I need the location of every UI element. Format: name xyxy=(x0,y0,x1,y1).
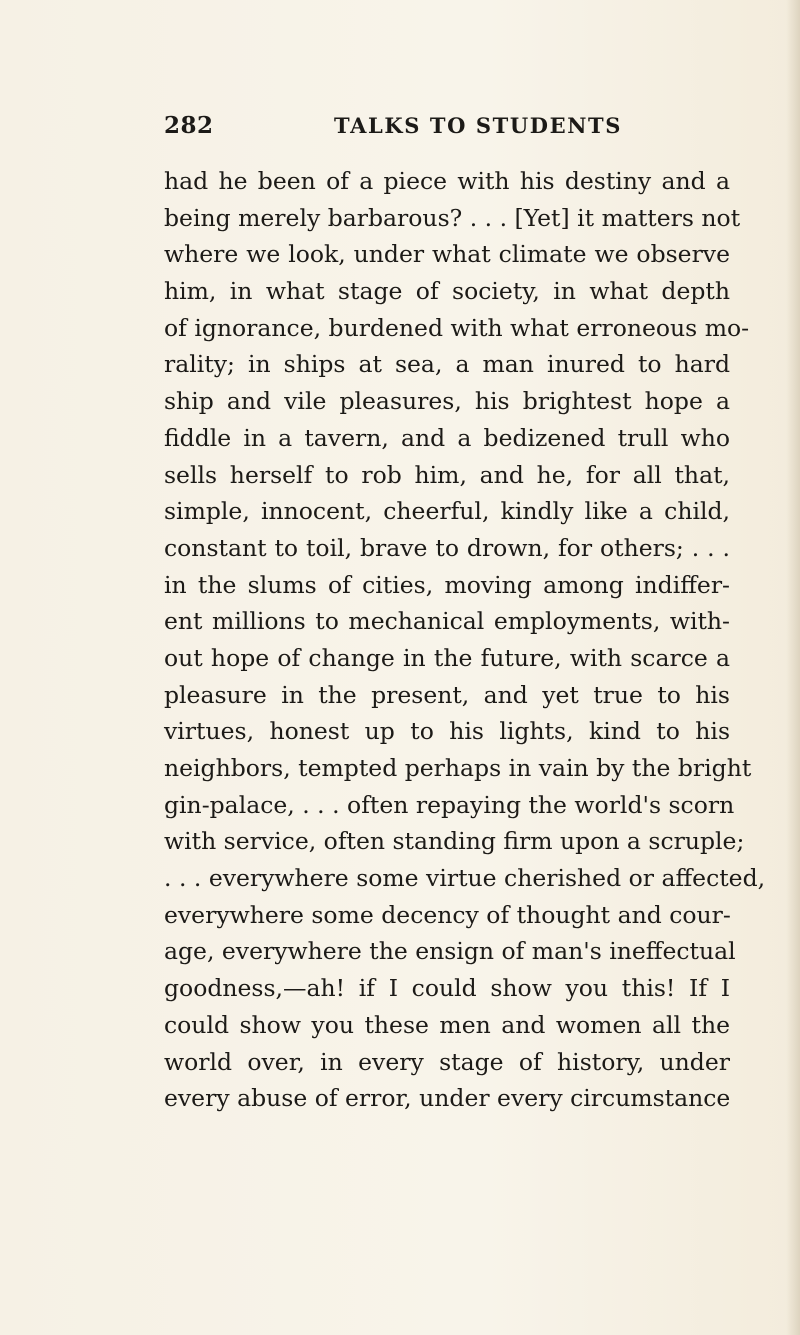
text-line: had he been of a piece with his destiny and a xyxy=(164,167,730,195)
text-line: virtues, honest up to his lights, kind to his xyxy=(164,717,730,746)
body-text xyxy=(164,163,766,1117)
text-line: being merely barbarous? . . . [Yet] it matters not xyxy=(164,203,741,232)
text-line: goodness,—ah! if I could show you this! If I xyxy=(164,974,730,1003)
page-header xyxy=(164,112,730,146)
text-line: ent millions to mechanical employments, with- xyxy=(164,607,730,636)
text-line: everywhere some decency of thought and cour- xyxy=(164,900,731,929)
text-line: every abuse of error, under every circumstance xyxy=(164,1084,731,1113)
text-line: could show you these men and women all the xyxy=(164,1010,730,1039)
text-line: ship and vile pleasures, his brightest hope a xyxy=(164,387,730,416)
text-line: in the slums of cities, moving among indiffer- xyxy=(164,570,730,599)
page-edge-shadow xyxy=(786,0,800,1335)
text-line: sells herself to rob him, and he, for all that, xyxy=(164,460,730,489)
text-line: fiddle in a tavern, and a bedizened trull who xyxy=(164,423,730,452)
text-line: where we look, under what climate we observe xyxy=(164,240,730,269)
text-line: . . . everywhere some virtue cherished or affected, xyxy=(164,864,766,893)
text-line: him, in what stage of society, in what depth xyxy=(164,277,730,306)
text-line: world over, in every stage of history, under xyxy=(164,1047,730,1076)
text-line: constant to toil, brave to drown, for others; . . . xyxy=(164,533,730,562)
text-line: pleasure in the present, and yet true to his xyxy=(164,680,730,709)
text-line: with service, often standing firm upon a scruple; xyxy=(164,827,745,856)
page-number: 282 xyxy=(164,112,214,139)
text-line: out hope of change in the future, with scarce a xyxy=(164,643,730,672)
text-line: neighbors, tempted perhaps in vain by the bright xyxy=(164,754,752,782)
text-line: simple, innocent, cheerful, kindly like a child, xyxy=(164,497,730,526)
text-line: gin-palace, . . . often repaying the world's scorn xyxy=(164,790,735,819)
text-line: rality; in ships at sea, a man inured to hard xyxy=(164,350,730,379)
text-line: age, everywhere the ensign of man's ineffectual xyxy=(164,937,736,966)
text-line: of ignorance, burdened with what erroneous mo- xyxy=(164,313,750,342)
running-head: TALKS TO STUDENTS xyxy=(334,113,623,138)
